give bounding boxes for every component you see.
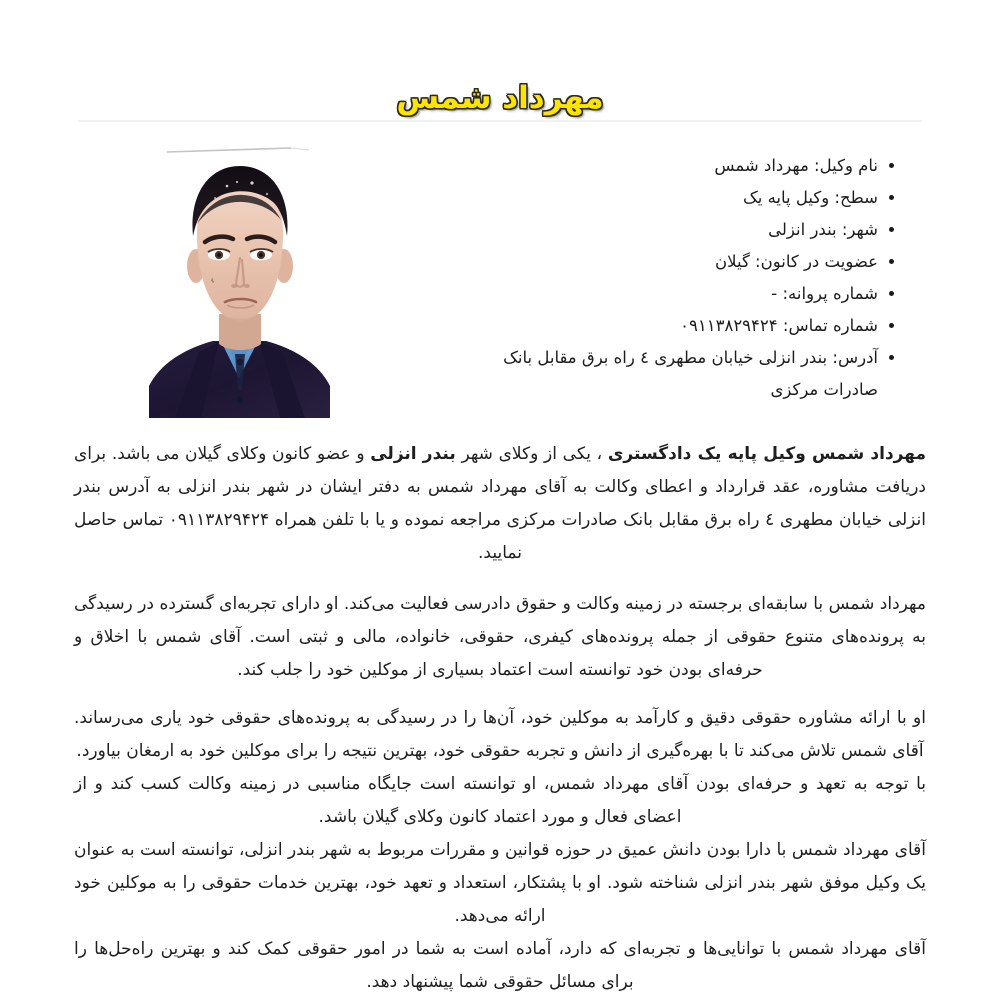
list-item-license-number: شماره پروانه: - [448, 278, 878, 310]
list-item-address: آدرس: بندر انزلی خیابان مطهری ٤ راه برق مقابل بانک صادرات مرکزی [448, 342, 878, 406]
paragraph-experience: مهرداد شمس با سابقه‌ای برجسته در زمینه وکالت و حقوق دادرسی فعالیت می‌کند. او دارای تجربه‌ای گسترده در رسیدگی به پرونده‌های متنوع حقوقی از جمله پرونده‌های کیفری، حقوقی، خانواده، مالی و ثبتی است. آقای شمس با اخلاق و حرفه‌ای بودن خود توانسته است اعتماد بسیاری از موکلین خود را جلب کند. [74, 594, 926, 680]
list-item-name: نام وکیل: مهرداد شمس [448, 150, 878, 182]
list-item-city: شهر: بندر انزلی [448, 214, 878, 246]
intro-text-after-name: ، یکی از وکلای شهر [455, 444, 608, 464]
intro-contact-line: برای دریافت مشاوره، عقد قرارداد و اعطای وکالت به آقای مهرداد شمس به دفتر ایشان در شهر بندر انزلی به آدرس بندر انزلی خیابان مطهری ٤ راه برق مقابل بانک صادرات مرکزی مراجعه نموده و یا با تلفن همراه ۰۹۱۱۳۸۲۹۴۲۴ تماس حاصل نمایید. [74, 444, 927, 563]
list-item-bar-membership: عضویت در کانون: گیلان [448, 246, 878, 278]
paragraph-closing: آقای مهرداد شمس با توانایی‌ها و تجربه‌ای که دارد، آماده است به شما در امور حقوقی کمک کند و بهترین راه‌حل‌ها را برای مسائل حقوقی شما پیشنهاد دهد. [74, 939, 926, 992]
lawyer-portrait-photo [141, 138, 338, 418]
header-divider [78, 120, 922, 122]
paragraph-consulting: او با ارائه مشاوره حقوقی دقیق و کارآمد به موکلین خود، آن‌ها را در رسیدگی به پرونده‌های حقوقی خود یاری می‌رساند. آقای شمس تلاش می‌کند تا با بهره‌گیری از دانش و تجربه حقوقی خود، بهترین نتیجه را برای موکلین خود به ارمغان بیاورد. [74, 708, 926, 761]
article-body [74, 438, 926, 999]
paragraph-intro [74, 438, 926, 570]
intro-text-after-city: و عضو کانون وکلای گیلان می باشد. [111, 444, 371, 464]
list-item-phone: شماره تماس: ۰۹۱۱۳۸۲۹۴۲۴ [448, 310, 878, 342]
intro-bold-city: بندر انزلی [370, 444, 456, 464]
paragraph-recognition: آقای مهرداد شمس با دارا بودن دانش عمیق در حوزه قوانین و مقررات مربوط به شهر بندر انزلی، توانسته است به عنوان یک وکیل موفق شهر بندر انزلی شناخته شود. او با پشتکار، استعداد و تعهد خود، بهترین خدمات حقوقی را به موکلین خود ارائه می‌دهد. [74, 840, 926, 926]
paragraph-commitment: با توجه به تعهد و حرفه‌ای بودن آقای مهرداد شمس، او توانسته است جایگاه مناسبی در زمینه وکالت کسب کند و از اعضای فعال و مورد اعتماد کانون وکلای گیلان باشد. [74, 774, 926, 827]
profile-section [0, 138, 1000, 438]
lawyer-info-list [448, 150, 900, 406]
list-item-level: سطح: وکیل پایه یک [448, 182, 878, 214]
page-title: مهرداد شمس [396, 79, 604, 116]
page-title-container [0, 58, 1000, 138]
intro-bold-name: مهرداد شمس وکیل پایه یک دادگستری [607, 444, 927, 464]
